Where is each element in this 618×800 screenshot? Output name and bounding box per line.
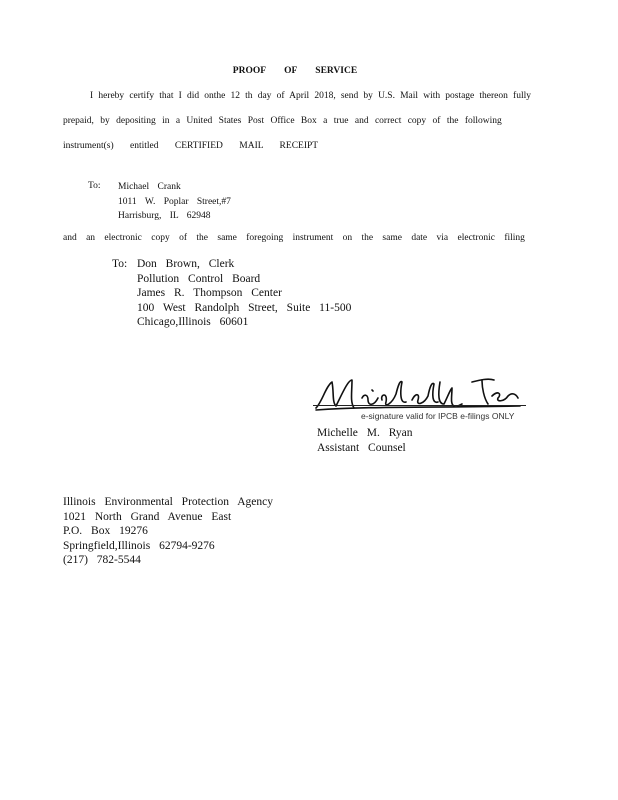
certify-line-2: prepaid, by depositing in a United States Post Office Box a true and correct copy of the following [63, 116, 502, 126]
recipient-city: Harrisburg, IL 62948 [118, 211, 211, 221]
agency-name: Illinois Environmental Protection Agency [63, 496, 273, 508]
board-street: 100 West Randolph Street, Suite 11-500 [137, 301, 352, 314]
signer-role: Assistant Counsel [317, 441, 406, 454]
to-label: To: [88, 181, 101, 191]
signature-note: e-signature valid for IPCB e-filings ONLY [361, 411, 515, 421]
agency-city: Springfield,Illinois 62794-9276 [63, 539, 215, 552]
electronic-filing-line: and an electronic copy of the same foregoing instrument on the same date via electronic filing [63, 233, 525, 243]
to-label: To: [112, 258, 128, 270]
signature-line [313, 405, 526, 406]
signer-name: Michelle M. Ryan [317, 427, 413, 439]
center-name: James R. Thompson Center [137, 287, 282, 299]
agency-street: 1021 North Grand Avenue East [63, 510, 232, 523]
certify-line-1: I hereby certify that I did onthe 12 th day of April 2018, send by U.S. Mail with postage thereon fully [90, 91, 531, 101]
board-name: Pollution Control Board [137, 272, 261, 285]
signer-block [317, 426, 413, 455]
page-title: PROOF OF SERVICE [232, 66, 358, 76]
recipient-street: 1011 W. Poplar Street,#7 [118, 196, 231, 207]
agency-po-box: P.O. Box 19276 [63, 525, 148, 537]
clerk-name: Don Brown, Clerk [137, 258, 235, 270]
agency-block [63, 495, 273, 568]
certify-line-3: instrument(s) entitled CERTIFIED MAIL RECEIPT [63, 141, 319, 151]
board-city: Chicago,Illinois 60601 [137, 316, 249, 328]
recipient-name: Michael Crank [118, 182, 181, 192]
agency-phone: (217) 782-5544 [63, 554, 141, 566]
